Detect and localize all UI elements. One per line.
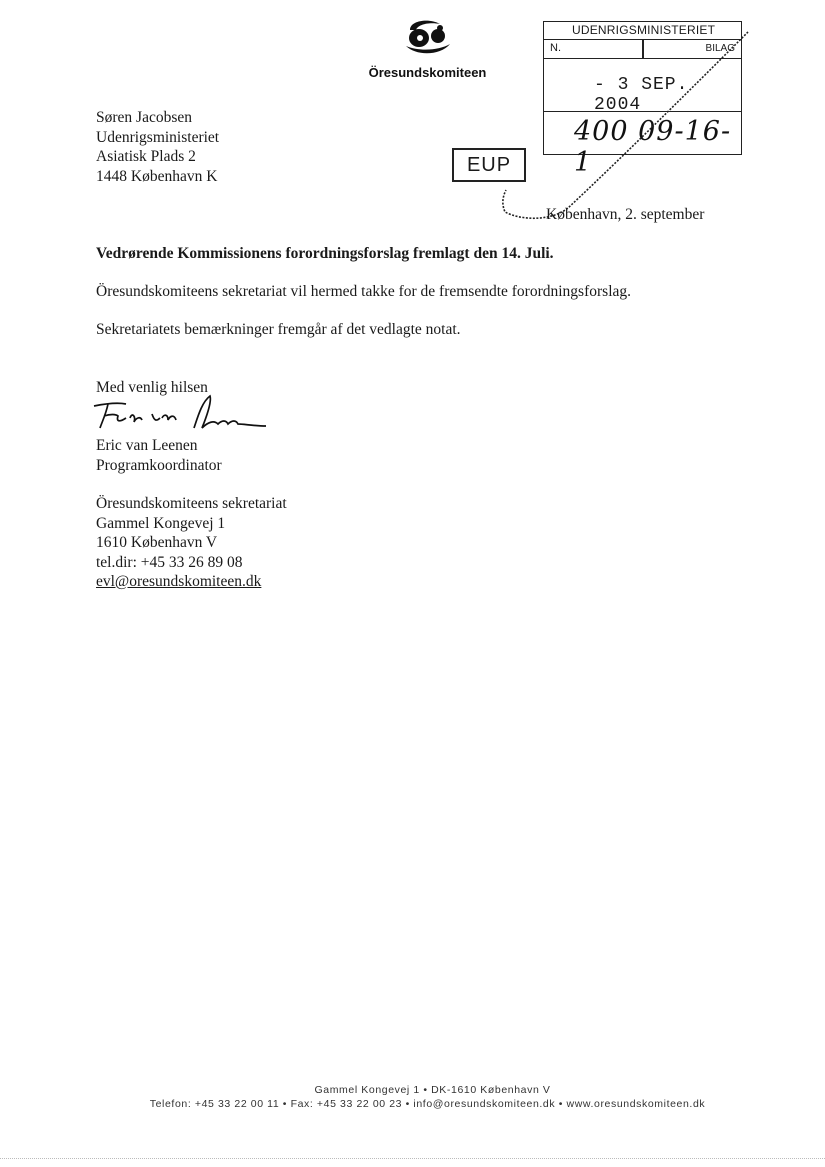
sender-street: Gammel Kongevej 1 (96, 514, 226, 532)
stamp-reference: 400 09-16-1 (574, 116, 732, 178)
signer-block (96, 436, 222, 475)
stamp-n-label: N. (550, 42, 561, 54)
stamp-date: - 3 SEP. 2004 (594, 75, 689, 115)
footer-contact: Telefon: +45 33 22 00 11 • Fax: +45 33 22 00 23 • info@oresundskomiteen.dk • www.oresundskomiteen.dk (149, 1098, 706, 1110)
handwritten-signature (90, 392, 270, 438)
stamp-bilag-label: BILAG (705, 43, 735, 54)
recipient-org: Udenrigsministeriet (96, 128, 220, 146)
recipient-address (96, 108, 219, 186)
recipient-street: Asiatisk Plads 2 (96, 148, 196, 165)
signer-name: Eric van Leenen (96, 437, 198, 454)
eup-stamp: EUP (452, 148, 526, 182)
recipient-name: Søren Jacobsen (96, 109, 192, 126)
sender-email-link[interactable]: evl@oresundskomiteen.dk (96, 573, 262, 590)
sender-org: Öresundskomiteens sekretariat (96, 495, 287, 512)
stamp-ministry: UDENRIGSMINISTERIET (544, 22, 741, 40)
letter-subject: Vedrørende Kommissionens forordningsforslag fremlagt den 14. Juli. (96, 245, 554, 262)
organization-logo (360, 16, 495, 80)
closing: Med venlig hilsen (96, 379, 208, 396)
sender-phone: tel.dir: +45 33 26 89 08 (96, 553, 243, 571)
letter-date: København, 2. september (546, 206, 705, 223)
footer-address: Gammel Kongevej 1 • DK-1610 København V (314, 1084, 551, 1096)
logo-name: Öresundskomiteen (368, 65, 487, 80)
oresund-logo-icon (400, 16, 456, 58)
recipient-city: 1448 København K (96, 167, 218, 185)
body-paragraph: Öresundskomiteens sekretariat vil hermed takke for de fremsendte forordningsforslag. (96, 283, 632, 300)
pen-stroke (480, 30, 760, 230)
bottom-edge (0, 1158, 825, 1160)
signer-title: Programkoordinator (96, 456, 222, 474)
body-paragraph: Sekretariatets bemærkninger fremgår af det vedlagte notat. (96, 321, 461, 338)
sender-address (96, 494, 287, 592)
sender-city: 1610 København V (96, 534, 218, 551)
